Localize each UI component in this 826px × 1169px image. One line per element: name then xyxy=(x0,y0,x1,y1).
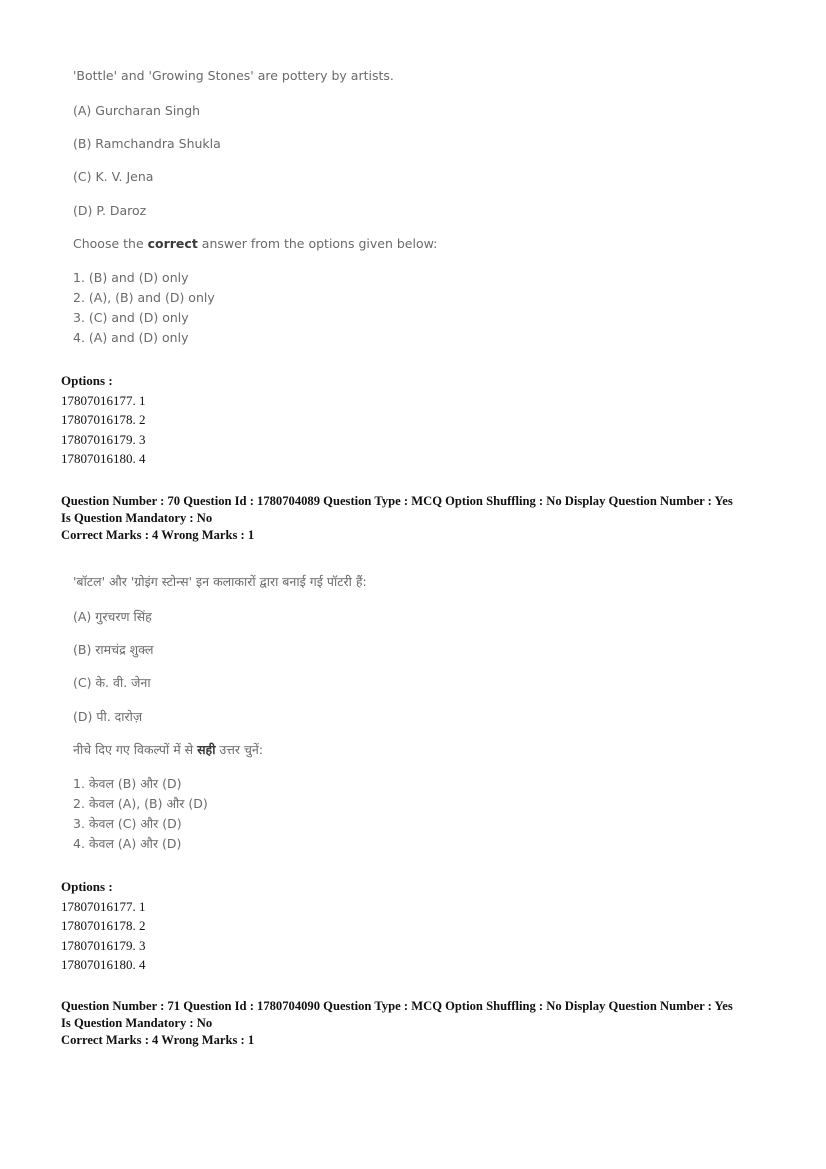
choice-2: 2. केवल (A), (B) और (D) xyxy=(73,796,208,811)
option-item: 17807016177. 1 xyxy=(61,392,146,408)
question-meta-line3: Correct Marks : 4 Wrong Marks : 1 xyxy=(61,1033,255,1047)
question-meta-line1: Question Number : 70 Question Id : 1780704089 Question Type : MCQ Option Shuffling : No Display Question Number : Yes xyxy=(61,494,733,508)
question-stem: 'Bottle' and 'Growing Stones' are pottery by artists. xyxy=(73,68,394,83)
option-item: 17807016180. 4 xyxy=(61,451,146,466)
option-item: 17807016180. 4 xyxy=(61,957,146,972)
instruction-bold: सही xyxy=(197,742,216,757)
statement-c: (C) के. वी. जेना xyxy=(73,675,151,690)
option-item: 17807016177. 1 xyxy=(61,898,146,914)
choice-2: 2. (A), (B) and (D) only xyxy=(73,290,215,305)
option-item: 17807016179. 3 xyxy=(61,431,146,447)
instruction-pre: नीचे दिए गए विकल्पों में से xyxy=(73,742,198,757)
statement-b: (B) रामचंद्र शुक्ल xyxy=(73,642,154,657)
instruction-post: उत्तर चुनें: xyxy=(215,742,264,757)
instruction-post: answer from the options given below: xyxy=(197,236,438,251)
question-meta-line3: Correct Marks : 4 Wrong Marks : 1 xyxy=(61,528,255,542)
statement-d: (D) P. Daroz xyxy=(73,203,147,218)
instruction xyxy=(73,741,263,758)
option-item: 17807016178. 2 xyxy=(61,412,146,427)
choice-1: 1. (B) and (D) only xyxy=(73,270,189,285)
question-meta-line2: Is Question Mandatory : No xyxy=(61,511,213,525)
instruction xyxy=(73,236,437,251)
instruction-bold: correct xyxy=(147,236,198,251)
choice-3: 3. केवल (C) और (D) xyxy=(73,816,182,831)
choice-4: 4. केवल (A) और (D) xyxy=(73,836,182,851)
question-stem: 'बॉटल' और 'ग्रोइंग स्टोन्स' इन कलाकारों द्वारा बनाई गई पॉटरी हैं: xyxy=(73,574,367,589)
statement-a: (A) Gurcharan Singh xyxy=(73,103,201,118)
options-label: Options : xyxy=(61,879,113,894)
instruction-pre: Choose the xyxy=(73,236,148,251)
question-meta-line1: Question Number : 71 Question Id : 1780704090 Question Type : MCQ Option Shuffling : No Display Question Number : Yes xyxy=(61,999,733,1013)
choice-3: 3. (C) and (D) only xyxy=(73,310,189,325)
question-71-meta xyxy=(61,998,733,1049)
question-meta-line2: Is Question Mandatory : No xyxy=(61,1016,213,1030)
option-item: 17807016179. 3 xyxy=(61,937,146,953)
question-70-meta xyxy=(61,493,733,544)
options-block-1 xyxy=(61,371,146,469)
statement-a: (A) गुरचरण सिंह xyxy=(73,609,152,624)
option-item: 17807016178. 2 xyxy=(61,918,146,933)
statement-d: (D) पी. दारोज़ xyxy=(73,709,143,724)
options-label: Options : xyxy=(61,373,113,388)
statement-b: (B) Ramchandra Shukla xyxy=(73,136,221,151)
options-block-2 xyxy=(61,877,146,975)
choice-1: 1. केवल (B) और (D) xyxy=(73,776,182,791)
choice-4: 4. (A) and (D) only xyxy=(73,330,189,345)
statement-c: (C) K. V. Jena xyxy=(73,169,154,184)
